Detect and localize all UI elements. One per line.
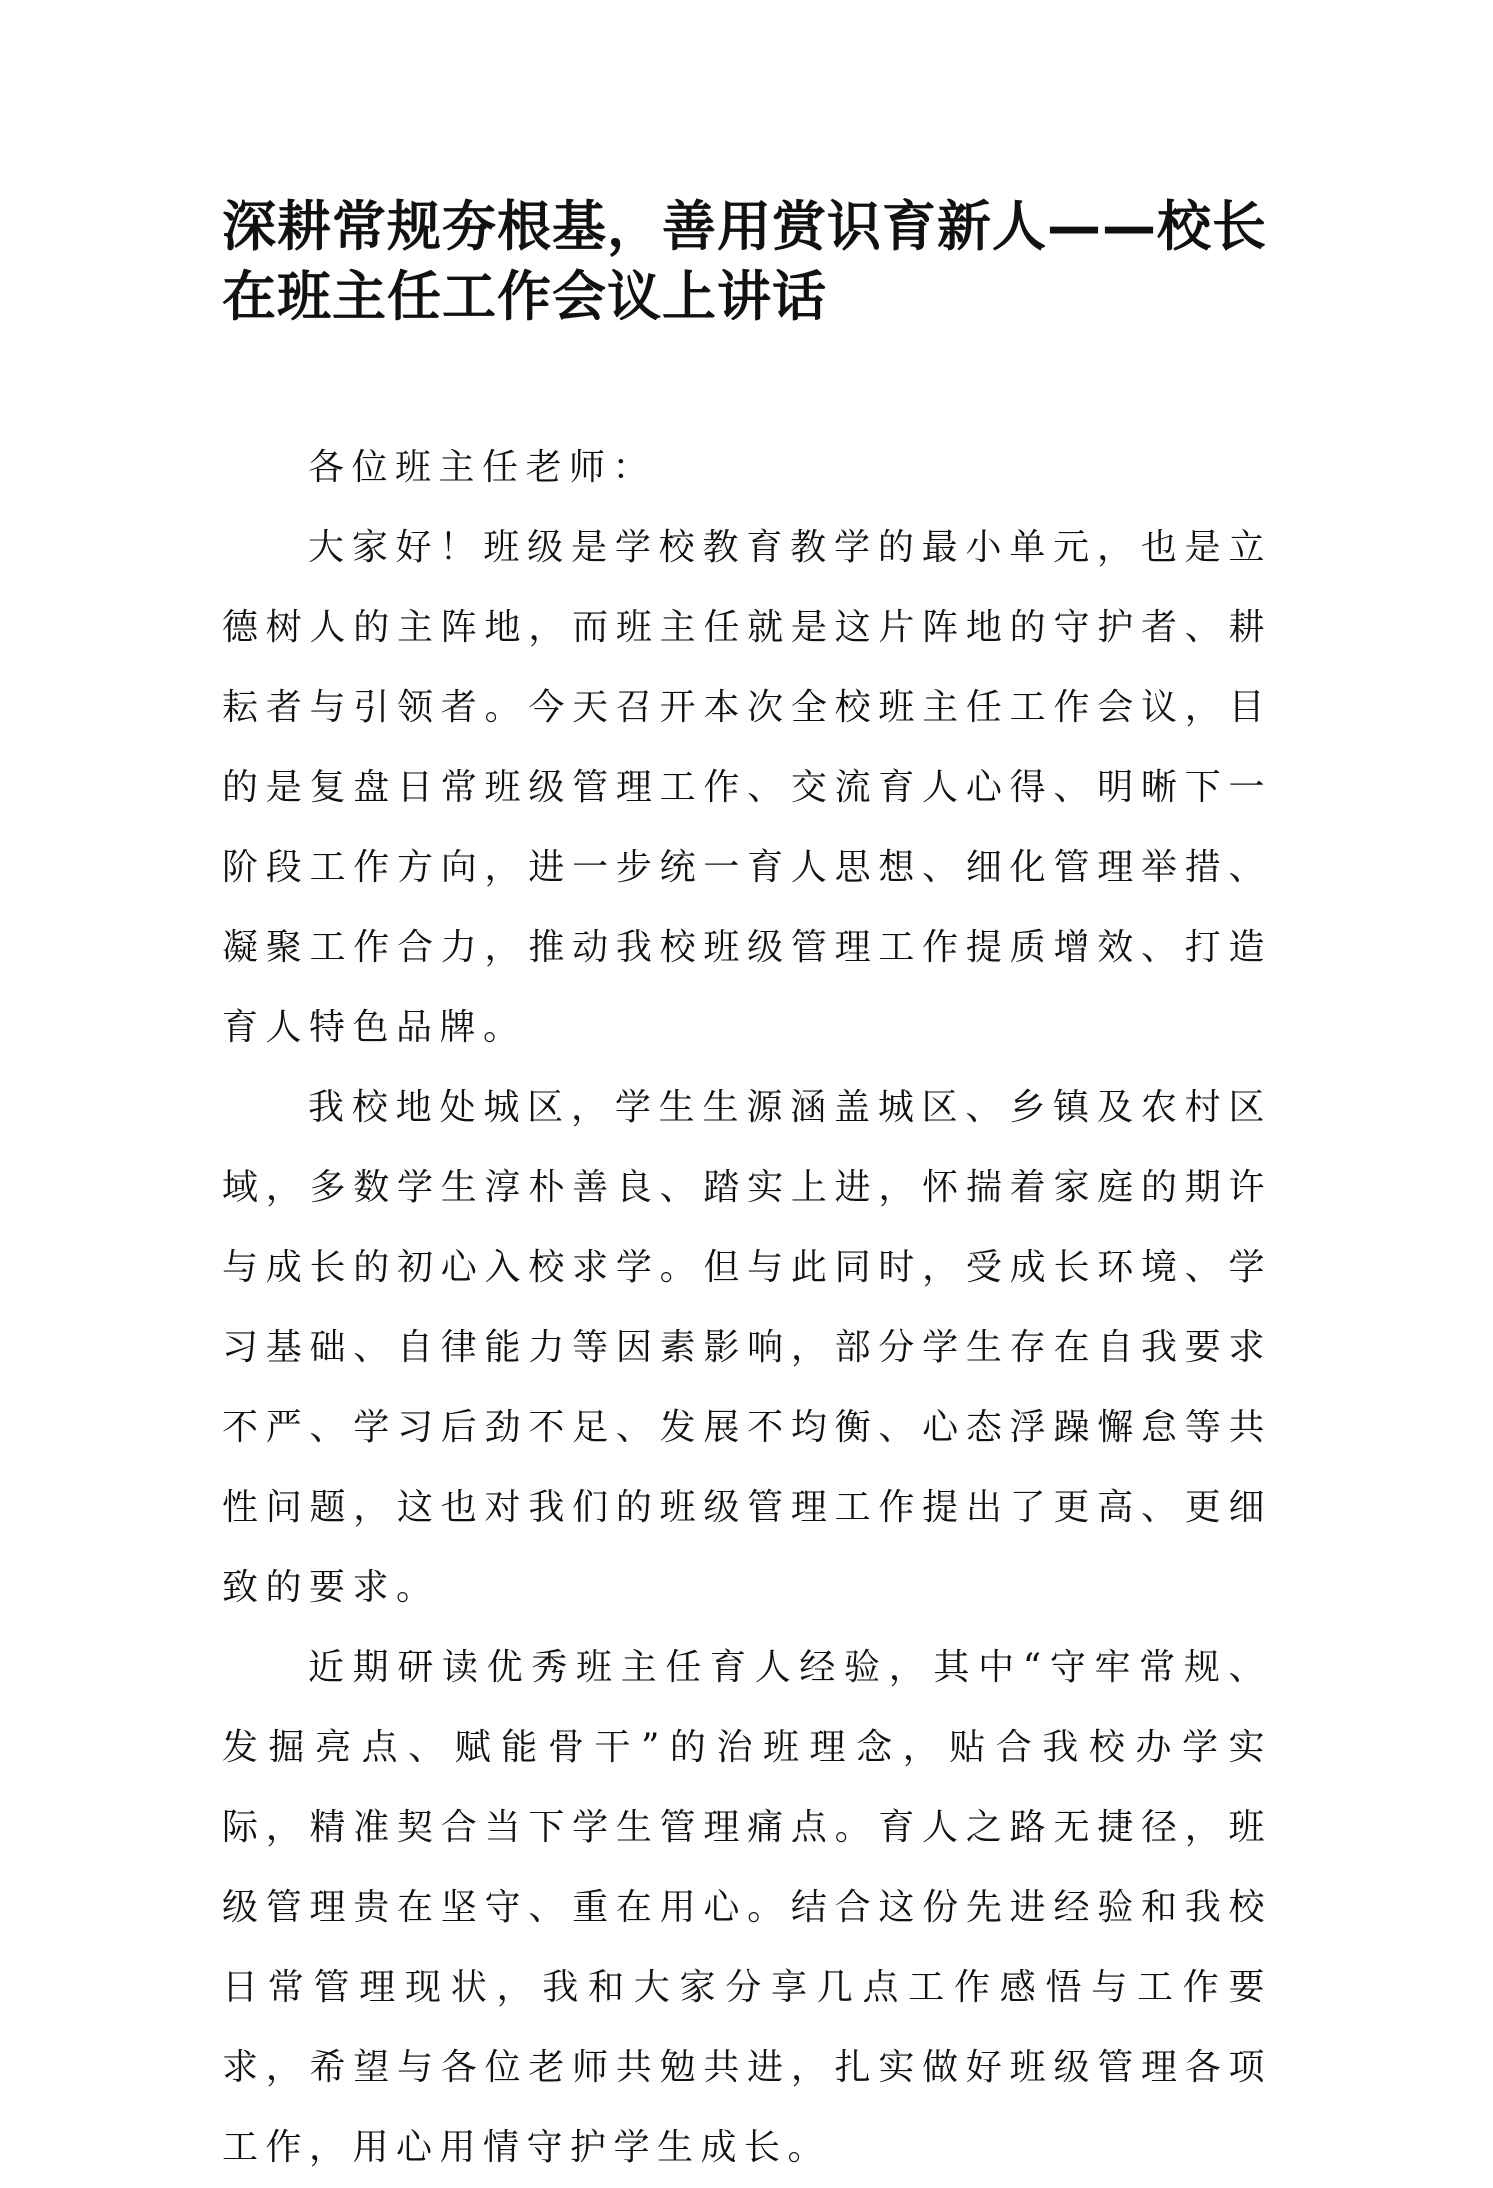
paragraph-management-philosophy: 近期研读优秀班主任育人经验，其中“守牢常规、发掘亮点、赋能骨干”的治班理念，贴合我校办学实际，精准契合当下学生管理痛点。育人之路无捷径，班级管理贵在坚守、重在用心。结合这份先进经验和我校日常管理现状，我和大家分享几点工作感悟与工作要求，希望与各位老师共勉共进，扎实做好班级管理各项工作，用心用情守护学生成长。	[222, 1647, 1272, 2168]
paragraph-opening: 大家好！班级是学校教育教学的最小单元，也是立德树人的主阵地，而班主任就是这片阵地的守护者、耕耘者与引领者。今天召开本次全校班主任工作会议，目的是复盘日常班级管理工作、交流育人心得、明晰下一阶段工作方向，进一步统一育人思想、细化管理举措、凝聚工作合力，推动我校班级管理工作提质增效、打造育人特色品牌。	[222, 527, 1272, 1048]
document-title: 深耕常规夯根基，善用赏识育新人——校长在班主任工作会议上讲话	[222, 195, 1267, 328]
document-body	[222, 428, 1272, 2188]
salutation: 各位班主任老师：	[308, 447, 657, 488]
paragraph-student-situation: 我校地处城区，学生生源涵盖城区、乡镇及农村区域，多数学生淳朴善良、踏实上进，怀揣着家庭的期许与成长的初心入校求学。但与此同时，受成长环境、学习基础、自律能力等因素影响，部分学生存在自我要求不严、学习后劲不足、发展不均衡、心态浮躁懈怠等共性问题，这也对我们的班级管理工作提出了更高、更细致的要求。	[222, 1087, 1272, 1608]
